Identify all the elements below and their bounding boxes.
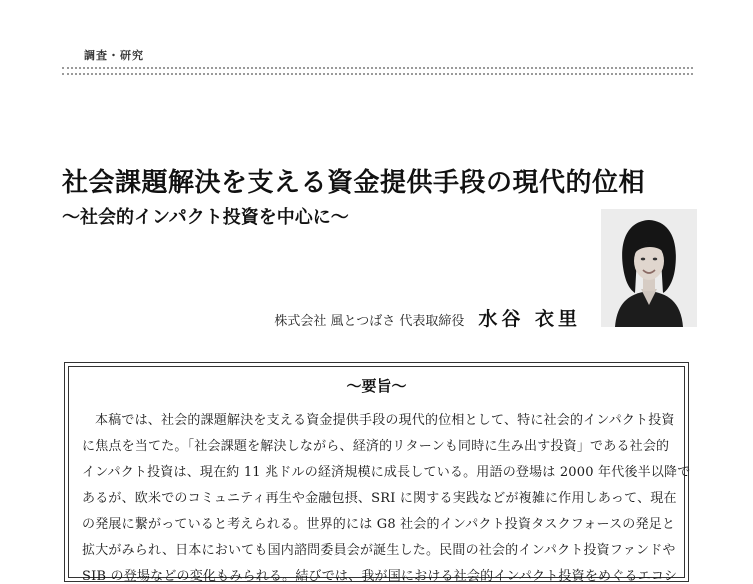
abstract-heading: 〜要旨〜	[346, 377, 407, 395]
author-name: 水谷 衣里	[478, 308, 581, 330]
abstract-line: 本稿では、社会的課題解決を支える資金提供手段の現代的位相として、特に社会的インパクト投資	[95, 413, 675, 428]
section-label: 調査・研究	[84, 49, 144, 62]
abstract-line: の発展に繋がっていると考えられる。世界的には G8 社会的インパクト投資タスクフォースの発足と	[82, 517, 676, 532]
author-photo	[601, 209, 697, 327]
abstract-line: 拡大がみられ、日本においても国内諮問委員会が誕生した。民間の社会的インパクト投資ファンドや	[82, 543, 676, 558]
abstract-line: あるが、欧米でのコミュニティ再生や金融包摂、SRI に関する実践などが複雑に作用しあって、現在	[82, 491, 677, 506]
dotted-rule-bottom	[62, 73, 693, 75]
abstract-line: インパクト投資は、現在約 11 兆ドルの経済規模に成長している。用語の登場は 2000 年代後半以降で	[82, 465, 691, 480]
abstract-box	[64, 362, 689, 582]
author-line	[274, 304, 581, 331]
abstract-line: SIB の登場などの変化もみられる。結びでは、我が国における社会的インパクト投資をめぐるエコシ	[82, 569, 678, 584]
abstract-inner-frame	[68, 366, 691, 584]
dotted-rule-top	[62, 67, 693, 69]
abstract-line: に焦点を当てた。「社会課題を解決しながら、経済的リターンも同時に生み出す投資」である社会的	[82, 439, 670, 454]
article-subtitle: 〜社会的インパクト投資を中心に〜	[62, 207, 349, 228]
author-affiliation: 株式会社 風とつばさ 代表取締役	[274, 314, 465, 329]
article-title: 社会課題解決を支える資金提供手段の現代的位相	[62, 168, 646, 198]
